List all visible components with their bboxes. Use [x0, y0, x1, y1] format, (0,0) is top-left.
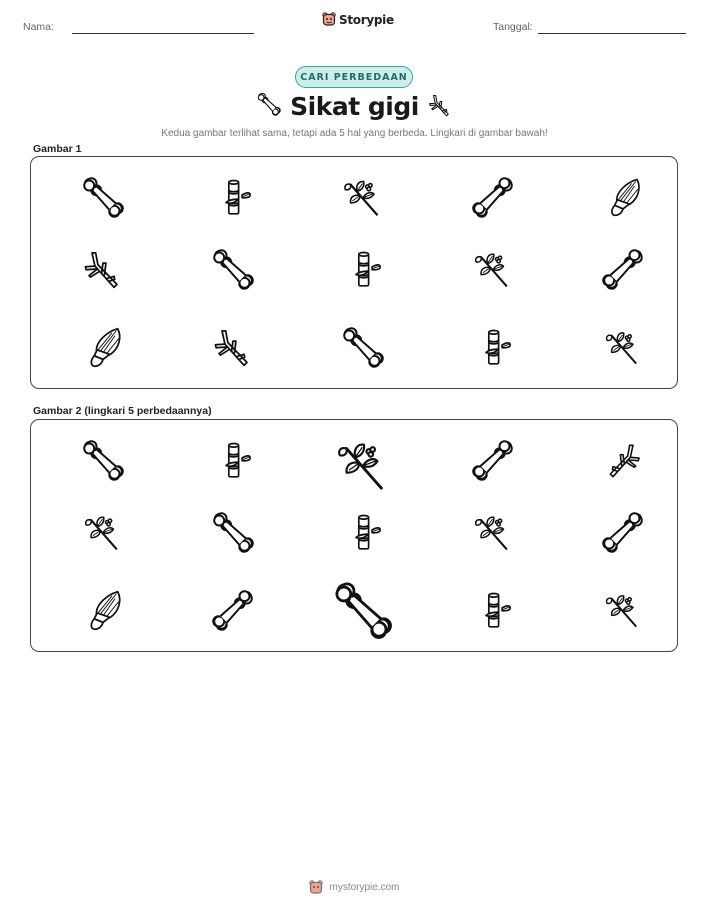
feather-brush-icon [602, 176, 644, 218]
date-label: Tanggal: [493, 21, 533, 33]
bamboo-icon [472, 326, 514, 368]
twig-cell [81, 247, 125, 291]
storypie-mascot-icon [309, 880, 323, 895]
bone-cell[interactable] [210, 509, 256, 555]
feather-brush-icon [81, 325, 125, 369]
bamboo-cell[interactable] [212, 439, 254, 481]
bone-cell[interactable] [210, 587, 256, 633]
picture-panel-2[interactable] [30, 419, 678, 652]
bone-cell [210, 246, 256, 292]
bone-cell [340, 324, 386, 370]
twig-cell [211, 325, 255, 369]
feather-brush-icon [81, 588, 125, 632]
bamboo-icon [342, 511, 384, 553]
flower-sprig-icon [341, 175, 385, 219]
twig-cell[interactable] [603, 440, 643, 480]
flower-sprig-icon [603, 590, 643, 630]
twig-icon [81, 247, 125, 291]
bone-cell [600, 246, 646, 292]
footer [0, 880, 709, 895]
bone-cell[interactable] [470, 437, 516, 483]
bamboo-cell [472, 326, 514, 368]
bone-cell [470, 174, 516, 220]
flower-sprig-icon [603, 327, 643, 367]
feather-brush-cell[interactable] [81, 588, 125, 632]
twig-decoration-icon [427, 91, 453, 119]
bone-icon [600, 509, 646, 555]
name-field[interactable] [72, 33, 254, 34]
category-badge: CARI PERBEDAAN [295, 66, 413, 88]
bamboo-icon [342, 248, 384, 290]
flower-sprig-icon [472, 248, 514, 290]
date-field[interactable] [538, 33, 686, 34]
section2-label: Gambar 2 (lingkari 5 perbedaannya) [33, 405, 212, 417]
flower-sprig-icon [472, 511, 514, 553]
bone-cell[interactable] [80, 437, 126, 483]
flower-sprig-cell[interactable] [334, 436, 392, 494]
bone-icon [331, 578, 395, 642]
bamboo-icon [212, 439, 254, 481]
bone-icon [80, 174, 126, 220]
flower-sprig-icon [82, 511, 124, 553]
flower-sprig-cell [341, 175, 385, 219]
storypie-mascot-icon [322, 12, 336, 27]
bone-icon [80, 437, 126, 483]
flower-sprig-icon [334, 436, 392, 494]
bone-icon [470, 174, 516, 220]
bone-cell[interactable] [600, 509, 646, 555]
bone-icon [340, 324, 386, 370]
bamboo-icon [472, 589, 514, 631]
storypie-logo [322, 12, 394, 27]
bone-icon [210, 587, 256, 633]
twig-icon [211, 325, 255, 369]
section1-label: Gambar 1 [33, 143, 82, 155]
feather-brush-cell [81, 325, 125, 369]
bamboo-cell [212, 176, 254, 218]
footer-url: mystorypie.com [329, 882, 400, 893]
twig-icon [603, 440, 643, 480]
bone-cell[interactable] [331, 578, 395, 642]
flower-sprig-cell [472, 248, 514, 290]
bamboo-cell[interactable] [472, 589, 514, 631]
bone-icon [210, 246, 256, 292]
flower-sprig-cell[interactable] [472, 511, 514, 553]
bamboo-cell[interactable] [342, 511, 384, 553]
bamboo-cell [342, 248, 384, 290]
bone-cell [80, 174, 126, 220]
bone-icon [470, 437, 516, 483]
flower-sprig-cell [603, 327, 643, 367]
picture-panel-1 [30, 156, 678, 389]
flower-sprig-cell[interactable] [603, 590, 643, 630]
flower-sprig-cell[interactable] [82, 511, 124, 553]
page-title: Sikat gigi [290, 92, 419, 121]
instructions: Kedua gambar terlihat sama, tetapi ada 5 hal yang berbeda. Lingkari di gambar bawah! [161, 128, 548, 139]
bamboo-icon [212, 176, 254, 218]
feather-brush-cell [602, 176, 644, 218]
brand-name: Storypie [339, 12, 394, 27]
bone-icon [210, 509, 256, 555]
bone-icon [600, 246, 646, 292]
name-label: Nama: [23, 21, 54, 33]
